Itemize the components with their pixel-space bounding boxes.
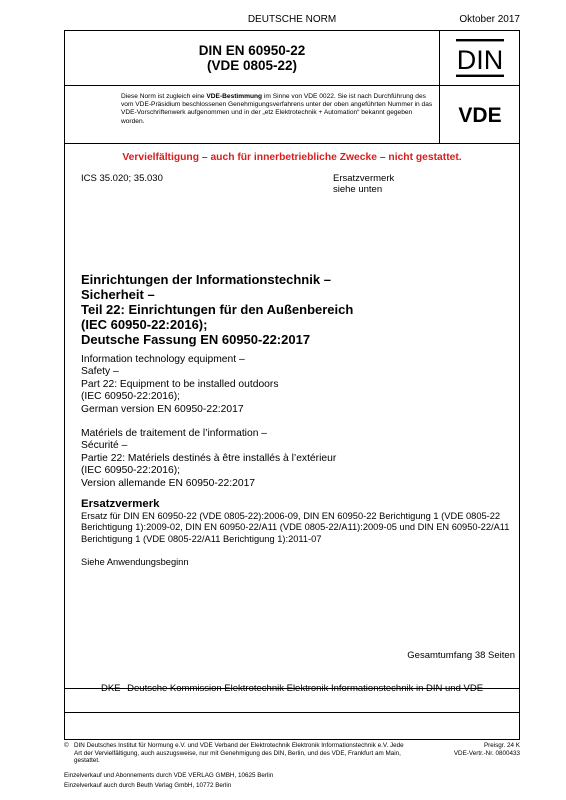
application-start: Siehe Anwendungsbeginn	[81, 557, 189, 567]
copy-warning: Vervielfältigung – auch für innerbetriebliche Zwecke – nicht gestattet.	[122, 152, 462, 163]
ersatz-note: Ersatzvermerk siehe unten	[333, 173, 395, 195]
title-french: Matériels de traitement de l’information – Sécurité – Partie 22: Matériels destinés à être installés à l’extérieur (IEC 60950-22:2016); Version allemande EN 60950-22:2017	[81, 428, 337, 489]
din-logo-icon	[456, 39, 504, 77]
price-group: Preisgr. 24 K	[483, 742, 520, 749]
vde-notice: Diese Norm ist zugleich eine VDE-Bestimmung im Sinne von VDE 0022. Sie ist nach Durchführung des vom VDE-Präsidium beschlossenen Genehmigungsverfahrens unter der oben angeführten Nummer in das VDE-Vorschriftenwerk aufgenommen und in der „etz Elektrotechnik + Automation“ bekannt gegeben worden.	[121, 93, 433, 125]
vde-logo-icon	[447, 103, 513, 125]
svg-text:DIN: DIN	[456, 45, 504, 75]
svg-text:VDE: VDE	[458, 104, 502, 125]
top-header	[64, 14, 520, 28]
dke-name: Deutsche Kommission Elektrotechnik Elektronik Informationstechnik in DIN und VDE	[127, 683, 484, 694]
divider	[65, 712, 519, 713]
copyright-text: DIN Deutsches Institut für Normung e.V. und VDE Verband der Elektrotechnik Elektronik Informationstechnik e.V. Jede Art der Vervielfältigung, auch auszugsweise, nur mit Genehmigung des DIN, Berlin, und des VDE, Frankfurt am Main, gestattet.	[74, 742, 404, 765]
copyright-icon: ©	[64, 742, 69, 749]
title-german: Einrichtungen der Informationstechnik – Sicherheit – Teil 22: Einrichtungen für den Außenbereich (IEC 60950-22:2016); Deutsche Fassung EN 60950-22:2017	[81, 272, 354, 347]
norm-type: DEUTSCHE NORM	[247, 14, 337, 25]
ics-code: ICS 35.020; 35.030	[81, 173, 163, 184]
order-number: VDE-Vertr.-Nr. 0800433	[453, 749, 520, 757]
din-logo	[439, 31, 521, 85]
cover-frame	[64, 30, 520, 740]
title-english: Information technology equipment – Safety – Part 22: Equipment to be installed outdoors (IEC 60950-22:2016); German version EN 60950-22:2017	[81, 354, 279, 415]
total-pages: Gesamtumfang 38 Seiten	[407, 650, 515, 661]
ersatz-text: Ersatz für DIN EN 60950-22 (VDE 0805-22):2006-09, DIN EN 60950-22 Berichtigung 1 (VDE 0805-22 Berichtigung 1):2009-02, DIN EN 60950-22/A11 (VDE 0805-22/A11):2009-05 und DIN EN 60950-22/A11 Berichtigung 1 (VDE 0805-22/A11 Berichtigung 1):2011-07	[81, 511, 510, 544]
ersatz-heading: Ersatzvermerk	[81, 498, 160, 510]
sales-info-beuth: Einzelverkauf auch durch Beuth Verlag GmbH, 10772 Berlin	[64, 782, 232, 789]
dke-line	[65, 683, 519, 694]
copyright	[64, 742, 404, 765]
vde-logo	[439, 85, 521, 143]
dke-abbr: DKE	[100, 683, 121, 694]
price-info	[454, 742, 520, 757]
sales-info-vde: Einzelverkauf und Abonnements durch VDE VERLAG GMBH, 10625 Berlin	[64, 772, 274, 779]
standard-number: DIN EN 60950-22 (VDE 0805-22)	[198, 43, 306, 73]
publication-date: Oktober 2017	[459, 14, 520, 25]
divider	[65, 143, 519, 144]
